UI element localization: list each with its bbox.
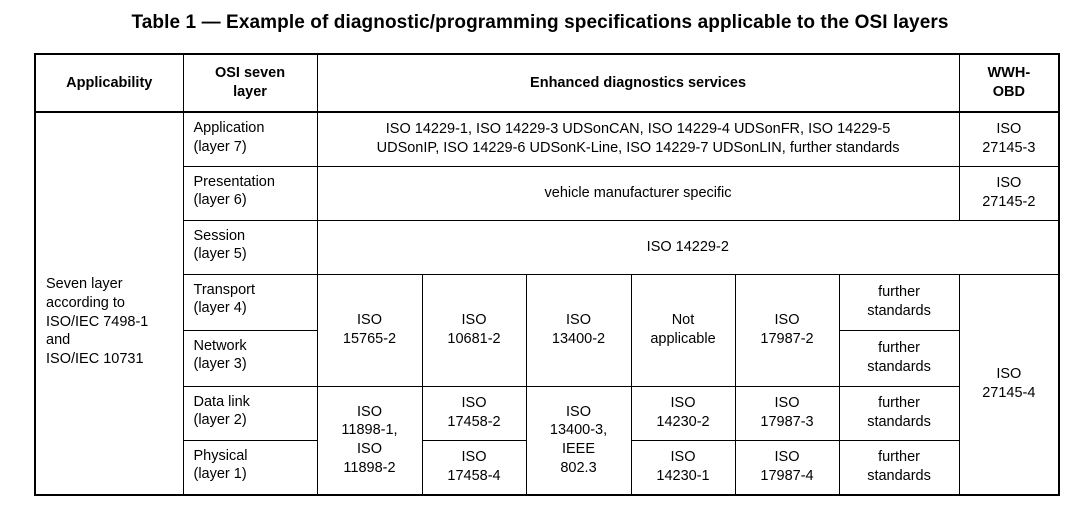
applicability-cell [35,112,183,495]
table-row [35,112,1059,166]
tn-col2 [422,274,526,386]
osi-specifications-table [34,53,1060,496]
application-wwh-text: ISO 27145-3 [982,121,1036,157]
lower-wwh [959,274,1059,495]
dp-col3 [526,386,631,495]
layer-presentation-label: Presentation (layer 6) [193,173,275,209]
presentation-wwh [959,166,1059,220]
lower-wwh-text: ISO 27145-4 [982,366,1036,402]
session-services-text: ISO 14229-2 [646,238,729,255]
layer-network [183,330,317,386]
table-row [35,166,1059,220]
tn-col5 [735,274,839,386]
header-applicability-label: Applicability [66,74,153,91]
tn-col3-text: ISO 13400-2 [551,312,606,347]
dp-col4-datalink [631,386,735,440]
transport-further-text: further standards [867,284,931,319]
layer-physical [183,440,317,495]
applicability-text: Seven layer according to ISO/IEC 7498-1 and ISO/IEC 10731 [46,275,149,368]
network-further [839,330,959,386]
header-enhanced-label: Enhanced diagnostics services [530,74,747,91]
header-osi-layer [183,54,317,112]
header-row [35,54,1059,112]
dp-col1-bottom: ISO 11898-2 [343,441,396,477]
dp-col5-datalink [735,386,839,440]
dp-col3-text: ISO 13400-3, IEEE 802.3 [549,403,608,477]
dp-col1-top: ISO 11898-1, [341,403,398,439]
layer-session [183,220,317,274]
layer-application-label: Application (layer 7) [193,120,265,155]
tn-col1-text: ISO 15765-2 [342,312,397,347]
presentation-services [317,166,959,220]
layer-network-label: Network (layer 3) [193,337,247,373]
dp-col2-physical [422,440,526,495]
layer-application [183,112,317,166]
application-wwh [959,112,1059,166]
session-services [317,220,1059,274]
header-wwh-obd-label: WWH- OBD [987,65,1031,100]
datalink-further-text: further standards [867,395,931,430]
datalink-further [839,386,959,440]
dp-col2-datalink-text: ISO 17458-2 [447,395,501,430]
dp-col2-datalink [422,386,526,440]
tn-col1 [317,274,422,386]
layer-transport-label: Transport (layer 4) [193,281,256,317]
layer-datalink [183,386,317,440]
layer-presentation [183,166,317,220]
presentation-services-text: vehicle manufacturer specific [544,184,732,201]
layer-transport [183,274,317,330]
dp-col4-datalink-text: ISO 14230-2 [656,395,710,430]
tn-col5-text: ISO 17987-2 [760,312,814,347]
tn-col4-text: Not applicable [650,312,716,347]
dp-col5-datalink-text: ISO 17987-3 [760,395,814,430]
physical-further-text: further standards [867,449,931,485]
dp-col4-physical-text: ISO 14230-1 [656,449,710,485]
layer-physical-label: Physical (layer 1) [193,447,248,483]
network-further-text: further standards [867,340,931,375]
dp-col5-physical-text: ISO 17987-4 [760,449,814,485]
tn-col4 [631,274,735,386]
presentation-wwh-text: ISO 27145-2 [982,175,1036,210]
transport-further [839,274,959,330]
physical-further [839,440,959,495]
application-services [317,112,959,166]
table-row [35,274,1059,330]
dp-col5-physical [735,440,839,495]
tn-col3 [526,274,631,386]
table-title: Table 1 — Example of diagnostic/programming specifications applicable to the OSI layers [131,12,949,33]
header-applicability [35,54,183,112]
application-services-text: ISO 14229-1, ISO 14229-3 UDSonCAN, ISO 14229-4 UDSonFR, ISO 14229-5 UDSonIP, ISO 14229-6 UDSonK-Line, ISO 14229-7 UDSonLIN, further standards [376,121,900,157]
dp-col4-physical [631,440,735,495]
header-enhanced-diagnostics [317,54,959,112]
tn-col2-text: ISO 10681-2 [447,312,501,347]
header-osi-layer-label: OSI seven layer [214,65,286,100]
layer-datalink-label: Data link (layer 2) [193,393,250,429]
dp-col2-physical-text: ISO 17458-4 [447,449,501,485]
dp-col1 [317,386,422,495]
layer-session-label: Session (layer 5) [193,227,247,263]
header-wwh-obd [959,54,1059,112]
table-row [35,220,1059,274]
table-row [35,386,1059,440]
